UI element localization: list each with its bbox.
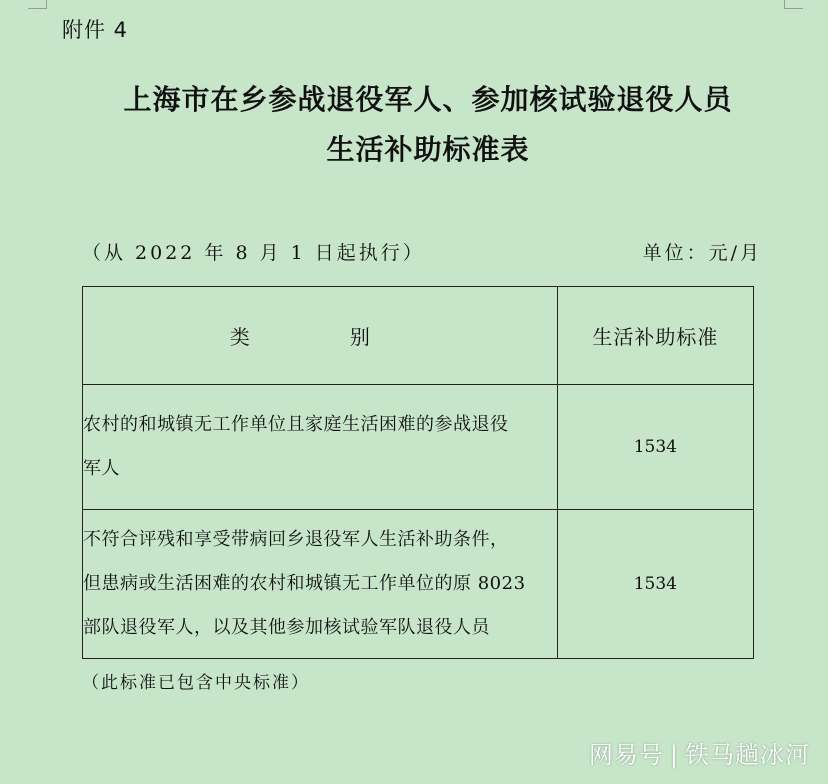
table-row xyxy=(83,385,754,510)
row-standard: 1534 xyxy=(557,385,753,510)
watermark-author: 铁马趟冰河 xyxy=(685,741,810,769)
row-category xyxy=(83,510,558,659)
table-header-row xyxy=(83,287,754,385)
subsidy-standard-table xyxy=(82,286,754,659)
watermark xyxy=(589,735,810,770)
document-title-line2: 生活补助标准表 xyxy=(326,133,530,166)
header-category: 类 别 xyxy=(83,287,558,385)
row-category-line: 部队退役军人，以及其他参加核试验军队退役人员 xyxy=(83,617,490,638)
document-title-line1: 上海市在乡参战退役军人、参加核试验退役人员 xyxy=(123,83,733,116)
attachment-label: 附件 4 xyxy=(62,18,129,42)
table-row xyxy=(83,510,754,659)
watermark-separator: | xyxy=(669,741,679,769)
row-category-line: 但患病或生活困难的农村和城镇无工作单位的原 8023 xyxy=(83,573,526,594)
header-standard: 生活补助标准 xyxy=(557,287,753,385)
watermark-brand: 网易号 xyxy=(588,741,664,769)
row-standard: 1534 xyxy=(557,510,753,659)
unit-note: 单位：元/月 xyxy=(642,242,762,264)
row-category-line: 不符合评残和享受带病回乡退役军人生活补助条件， xyxy=(83,529,509,550)
row-category xyxy=(83,385,558,510)
crop-mark-top-right xyxy=(784,0,803,9)
row-category-line: 农村的和城镇无工作单位且家庭生活困难的参战退役 xyxy=(83,414,509,435)
footer-note: （此标准已包含中央标准） xyxy=(82,673,310,693)
effective-date-note: （从 2022 年 8 月 1 日起执行） xyxy=(82,242,425,264)
row-category-line: 军人 xyxy=(83,458,120,479)
crop-mark-top-left xyxy=(28,0,47,9)
